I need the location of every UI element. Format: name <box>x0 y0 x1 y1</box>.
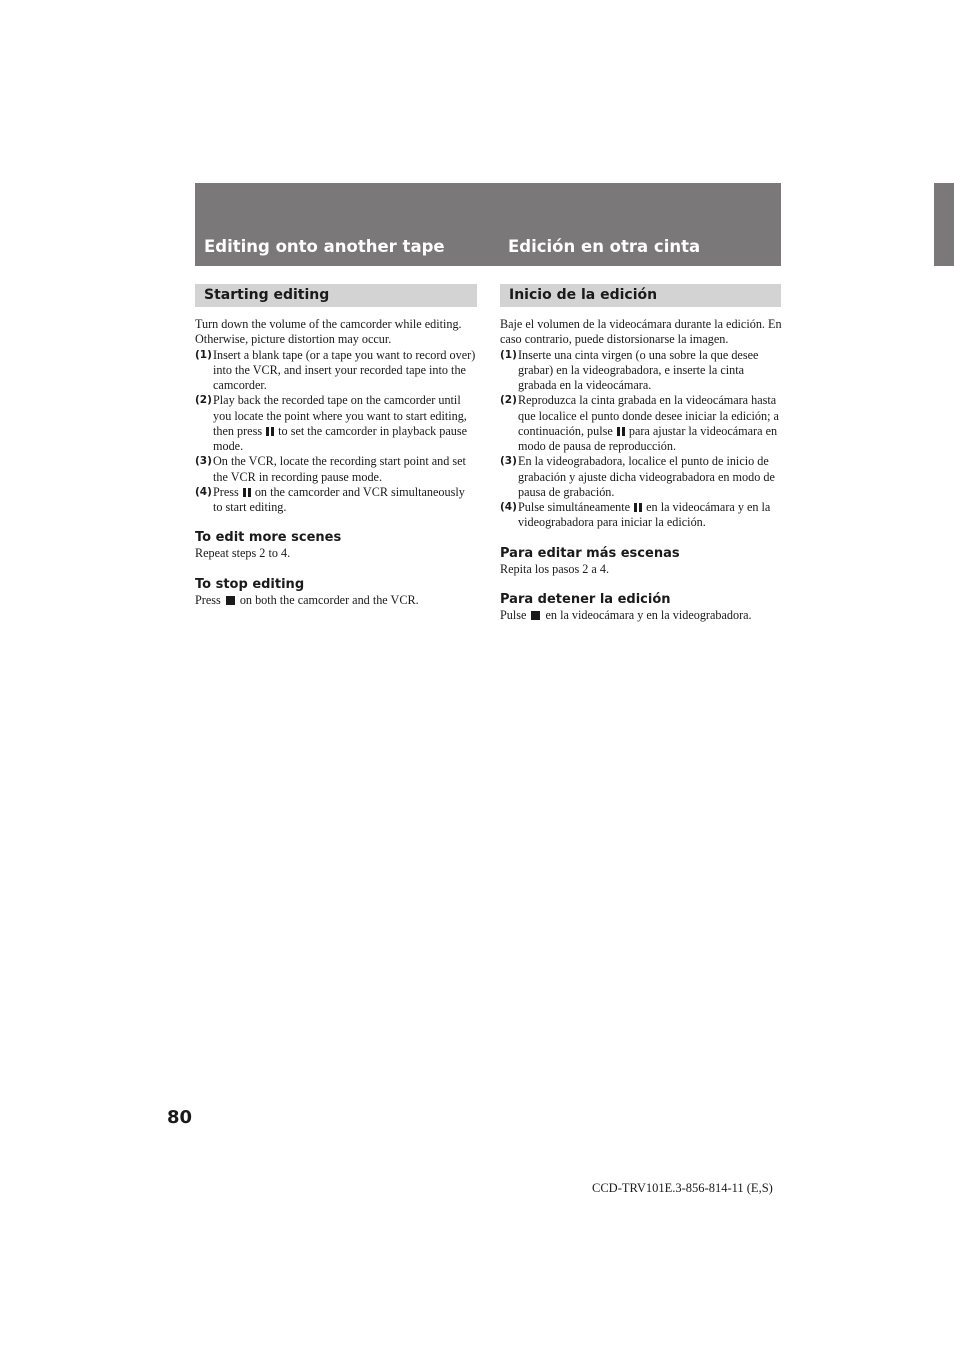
step-text <box>518 393 782 454</box>
step-text-before: Reproduzca la cinta grabada en la videocámara hasta que localice el punto donde desee iniciar la edición; a continuación, pulse <box>518 393 779 438</box>
step-text-after: para ajustar la videocámara en modo de pausa de reproducción. <box>518 423 778 453</box>
section-title-en: Starting editing <box>195 284 477 307</box>
step-2-es <box>500 393 782 454</box>
step-number: (4) <box>195 485 212 498</box>
document-code: CCD-TRV101E.3-856-814-11 (E,S) <box>592 1181 773 1195</box>
step-number: (1) <box>195 348 212 361</box>
step-4-es <box>500 500 782 531</box>
more-scenes-text-en: Repeat steps 2 to 4. <box>195 546 291 561</box>
pause-icon <box>634 503 642 512</box>
section-title-es: Inicio de la edición <box>500 284 781 307</box>
step-1-en <box>195 348 477 394</box>
more-scenes-heading-en: To edit more scenes <box>195 530 342 546</box>
stop-heading-es: Para detener la edición <box>500 591 671 607</box>
pause-icon <box>617 427 625 436</box>
stop-text-en <box>195 593 477 608</box>
step-number: (3) <box>500 455 517 468</box>
step-text-after: en la videocámara y en la videograbadora para iniciar la edición. <box>518 500 771 530</box>
header-title-en: Editing onto another tape <box>204 237 445 256</box>
step-2-en <box>195 393 477 454</box>
intro-en: Turn down the volume of the camcorder while editing. Otherwise, picture distortion may occur. <box>195 317 462 347</box>
stop-icon <box>226 596 235 605</box>
step-text: On the VCR, locate the recording start point and set the VCR in recording pause mode. <box>213 454 466 484</box>
more-scenes-text-es: Repita los pasos 2 a 4. <box>500 561 609 576</box>
stop-text-before: Press <box>195 592 221 607</box>
pause-icon <box>266 427 274 436</box>
steps-list-en <box>195 348 477 516</box>
step-text-before: Press <box>213 484 239 499</box>
step-number: (2) <box>195 394 212 407</box>
stop-text-before: Pulse <box>500 607 527 622</box>
step-1-es <box>500 348 782 394</box>
step-text-before: Pulse simultáneamente <box>518 500 631 514</box>
stop-heading-en: To stop editing <box>195 576 305 592</box>
step-text: En la videograbadora, localice el punto de inicio de grabación y ajuste dicha videograbadora en modo de pausa de grabación. <box>518 454 775 499</box>
spanish-column <box>500 284 782 623</box>
step-4-en <box>195 485 477 516</box>
step-text <box>213 485 477 516</box>
step-number: (3) <box>195 455 212 468</box>
stop-icon <box>531 611 540 620</box>
more-scenes-heading-es: Para editar más escenas <box>500 545 680 561</box>
step-text-after: on the camcorder and VCR simultaneously to start editing. <box>213 484 465 514</box>
stop-text-after: en la videocámara y en la videograbadora. <box>545 607 752 622</box>
pause-icon <box>243 488 251 497</box>
step-text: Inserte una cinta virgen (o una sobre la que desee grabar) en la videograbadora, e inserte la cinta grabada en la videocámara. <box>518 347 759 392</box>
step-number: (4) <box>500 501 517 513</box>
step-text <box>213 393 477 454</box>
step-text: Insert a blank tape (or a tape you want to record over) into the VCR, and insert your recorded tape into the camcorder. <box>213 347 476 392</box>
header-band <box>195 183 781 266</box>
intro-es: Baje el volumen de la videocámara durante la edición. En caso contrario, puede distorsionarse la imagen. <box>500 317 782 347</box>
stop-text-es <box>500 608 782 623</box>
step-3-en <box>195 454 477 485</box>
header-title-es: Edición en otra cinta <box>508 237 701 256</box>
english-column <box>195 284 477 608</box>
step-text-after: to set the camcorder in playback pause mode. <box>213 423 468 453</box>
side-thumb-tab <box>934 183 954 266</box>
steps-list-es <box>500 348 782 531</box>
page-number: 80 <box>167 1107 193 1128</box>
step-number: (2) <box>500 394 517 407</box>
step-text <box>518 500 782 531</box>
stop-text-after: on both the camcorder and the VCR. <box>239 592 419 607</box>
step-text-before: Play back the recorded tape on the camcorder until you locate the point where you want to start editing, then press <box>213 393 467 438</box>
step-number: (1) <box>500 348 517 361</box>
step-3-es <box>500 454 782 500</box>
